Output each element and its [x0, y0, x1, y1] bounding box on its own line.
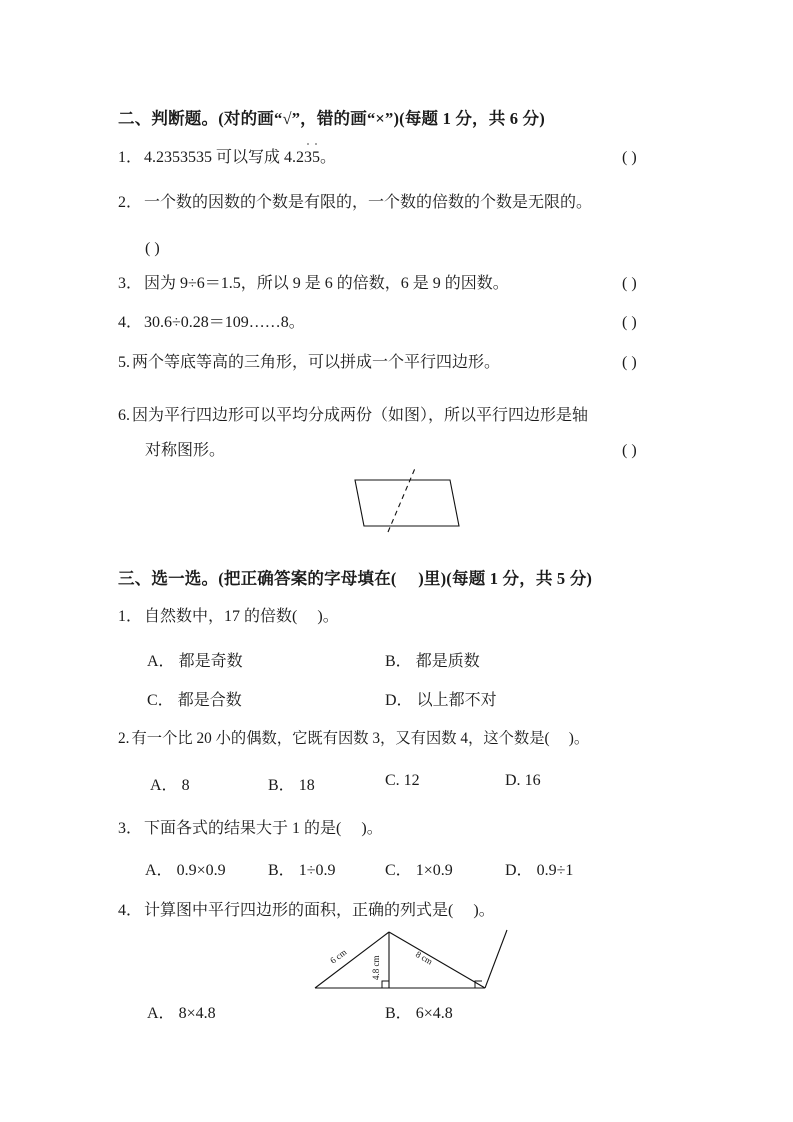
option-3-3-B[interactable] — [268, 857, 335, 880]
stem-before: 有一个比 20 小的偶数，它既有因数 3，又有因数 4，这个数是( — [131, 730, 550, 747]
section-two-heading: 二、判断题。(对的画“√”，错的画“×”)(每题 1 分，共 6 分) — [118, 109, 545, 128]
option-text: 8×4.8 — [178, 1005, 216, 1022]
section-three-item-4-stem — [118, 900, 495, 922]
option-3-2-B[interactable] — [268, 772, 315, 795]
figure-label-hyp-8cm: 8 cm — [414, 949, 435, 967]
option-key: D． — [385, 692, 413, 709]
option-key: B． — [268, 777, 295, 794]
option-key: D． — [505, 862, 533, 879]
answer-blank[interactable] — [341, 818, 361, 840]
item-number: 2. — [118, 730, 130, 747]
option-text: 0.9÷1 — [536, 862, 574, 879]
option-key: C. — [385, 772, 400, 789]
heading-part-1: 三、选一选。(把正确答案的字母填在( — [118, 569, 397, 588]
option-key: A． — [145, 862, 173, 879]
option-key: D. — [505, 772, 521, 789]
option-3-2-D[interactable] — [505, 772, 541, 790]
triangle-figure-svg — [303, 928, 513, 994]
figure-label-height-4-8cm: 4.8 cm — [371, 955, 381, 980]
stem-after: )。 — [568, 730, 590, 747]
option-key: C． — [385, 862, 412, 879]
answer-blank[interactable] — [297, 606, 317, 628]
section-two-item-4 — [118, 312, 305, 334]
heading-part-2: )里)(每题 1 分，共 5 分) — [418, 569, 593, 588]
answer-blank[interactable] — [550, 728, 569, 750]
option-text: 都是质数 — [415, 653, 480, 670]
answer-paren-2-3[interactable]: ( ) — [622, 275, 637, 292]
item-number: 1． — [118, 149, 143, 166]
item-number: 5. — [118, 354, 130, 371]
section-two-item-6-line2: 对称图形。 — [145, 442, 226, 459]
stem-after: )。 — [317, 608, 339, 625]
section-three-item-3-stem — [118, 818, 383, 840]
item-number: 1． — [118, 608, 143, 625]
option-3-4-A[interactable] — [147, 1000, 216, 1023]
item-text-after: 。 — [320, 149, 337, 166]
section-two-item-5 — [118, 352, 500, 374]
figure-hypotenuse — [389, 932, 485, 988]
option-key: C． — [147, 692, 174, 709]
axis-of-symmetry-dashed-line — [388, 466, 416, 532]
option-text: 都是奇数 — [178, 653, 243, 670]
option-3-2-A[interactable] — [150, 772, 190, 795]
option-key: B． — [268, 862, 295, 879]
answer-paren-2-4[interactable]: ( ) — [622, 314, 637, 331]
answer-blank[interactable] — [453, 900, 473, 922]
option-key: A． — [150, 777, 178, 794]
stem-before: 下面各式的结果大于 1 的是( — [144, 820, 342, 837]
triangle-area-figure — [303, 928, 513, 994]
item-number: 6. — [118, 407, 130, 424]
item-text-before: 4.2353535 可以写成 4.2 — [144, 149, 305, 166]
section-three-item-2-stem — [118, 728, 589, 750]
repeating-digit-5: 5 — [312, 147, 320, 169]
heading-blank[interactable] — [397, 569, 419, 589]
option-3-3-D[interactable] — [505, 857, 573, 880]
item-number: 3． — [118, 275, 143, 292]
option-key: A． — [147, 653, 175, 670]
item-text: 一个数的因数的个数是有限的，一个数的倍数的个数是无限的。 — [144, 194, 593, 211]
option-text: 0.9×0.9 — [176, 862, 226, 879]
section-two-item-2 — [118, 192, 592, 214]
option-text: 6×4.8 — [415, 1005, 453, 1022]
item-number: 2． — [118, 194, 143, 211]
item-text: 两个等底等高的三角形，可以拼成一个平行四边形。 — [132, 354, 501, 371]
section-three-item-1-stem — [118, 606, 339, 628]
parallelogram-figure — [338, 458, 468, 534]
stem-after: )。 — [473, 902, 495, 919]
item-number: 4． — [118, 314, 143, 331]
option-3-1-A[interactable] — [147, 648, 243, 671]
figure-extra-slant-line — [485, 930, 507, 988]
item-text-line1: 因为平行四边形可以平均分成两份（如图），所以平行四边形是轴 — [132, 407, 589, 424]
repeating-digit-3: 3 — [304, 147, 312, 169]
option-3-2-C[interactable] — [385, 772, 420, 790]
answer-paren-2-5[interactable]: ( ) — [622, 354, 637, 371]
option-3-1-D[interactable] — [385, 687, 497, 710]
option-text: 1×0.9 — [415, 862, 453, 879]
stem-before: 计算图中平行四边形的面积，正确的列式是( — [144, 902, 454, 919]
option-3-1-C[interactable] — [147, 687, 242, 710]
option-text: 1÷0.9 — [298, 862, 336, 879]
item-text: 因为 9÷6＝1.5，所以 9 是 6 的倍数，6 是 9 的因数。 — [144, 275, 509, 292]
parallelogram-svg — [338, 458, 468, 534]
option-key: A． — [147, 1005, 175, 1022]
option-3-4-B[interactable] — [385, 1000, 453, 1023]
option-text: 8 — [181, 777, 190, 794]
option-3-1-B[interactable] — [385, 648, 480, 671]
item-number: 4． — [118, 902, 143, 919]
option-text: 都是合数 — [177, 692, 242, 709]
right-angle-mark-height — [382, 981, 389, 988]
answer-paren-2-1[interactable]: ( ) — [622, 149, 637, 166]
option-key: B． — [385, 1005, 412, 1022]
option-3-3-A[interactable] — [145, 857, 226, 880]
stem-before: 自然数中，17 的倍数( — [144, 608, 298, 625]
section-two-item-6-line1 — [118, 405, 588, 427]
option-text: 18 — [298, 777, 315, 794]
option-text: 12 — [403, 772, 420, 789]
option-text: 16 — [524, 772, 541, 789]
stem-after: )。 — [361, 820, 383, 837]
figure-label-left-6cm: 6 cm — [328, 946, 349, 966]
section-two-item-3 — [118, 273, 509, 295]
section-three-heading — [118, 565, 592, 589]
item-number: 3． — [118, 820, 143, 837]
answer-paren-2-6[interactable]: ( ) — [622, 442, 637, 459]
option-key: B． — [385, 653, 412, 670]
item-text: 30.6÷0.28＝109……8。 — [144, 314, 305, 331]
answer-paren-2-2[interactable]: ( ) — [145, 240, 160, 257]
section-two-item-1 — [118, 147, 336, 169]
option-3-3-C[interactable] — [385, 857, 453, 880]
option-text: 以上都不对 — [416, 692, 497, 709]
